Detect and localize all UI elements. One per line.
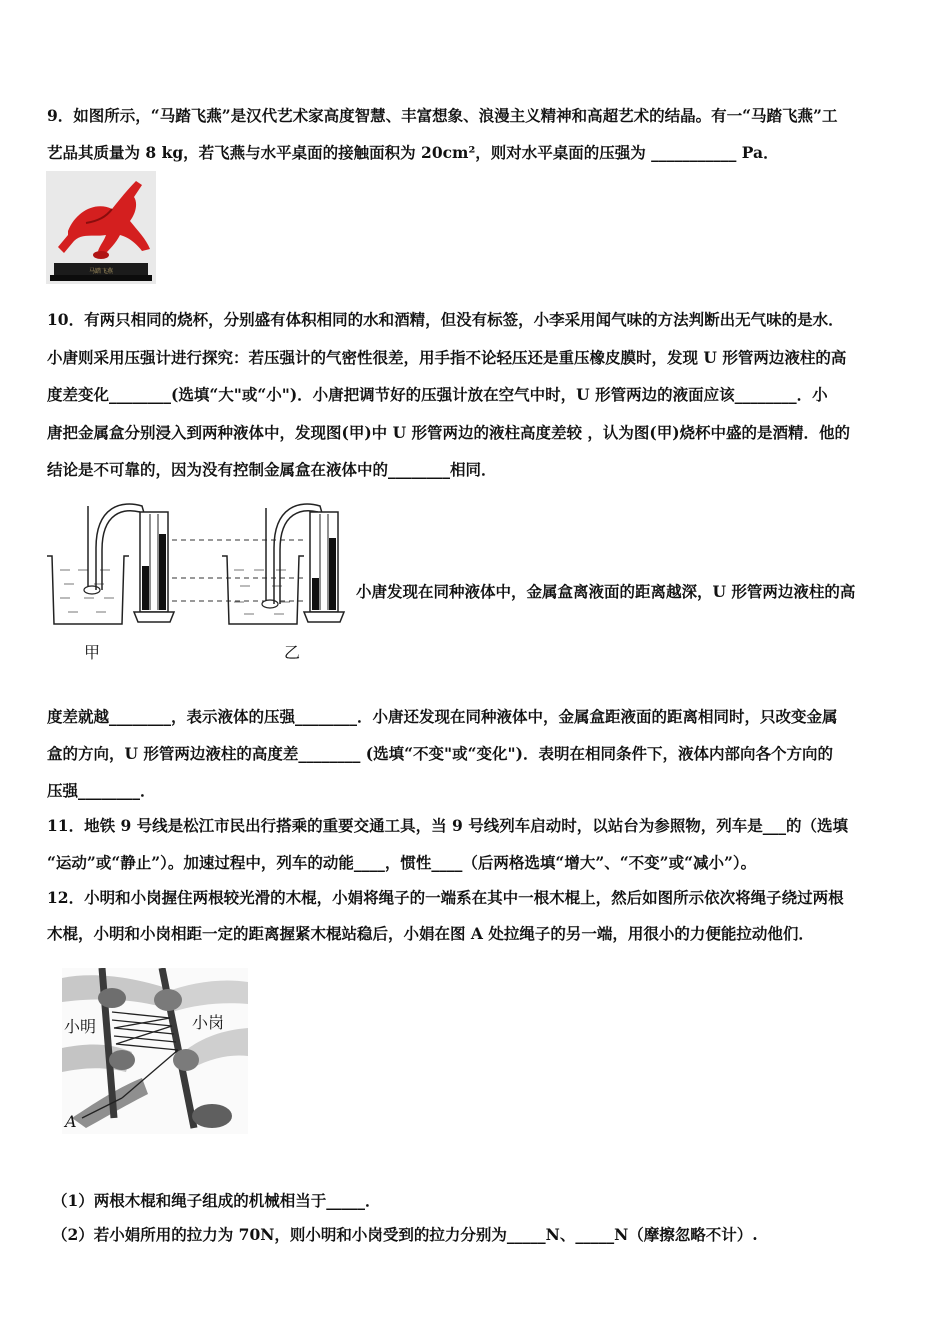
q10-side-text: 小唐发现在同种液体中，金属盒离液面的距离越深，U 形管两边液柱的高: [356, 582, 856, 601]
plaque-text: 马踏飞燕: [88, 268, 114, 275]
label-point-a: A: [65, 1112, 77, 1131]
q10-line-4: 唐把金属盒分别浸入到两种液体中，发现图(甲)中 U 形管两边的液柱高度差较 ，认为图(甲)烧杯中盛的是酒精．他的: [47, 423, 851, 442]
q11-line-1: 11．地铁 9 号线是松江市民出行搭乘的重要交通工具，当 9 号线列车启动时，以站台为参照物，列车是___的（选填: [47, 816, 848, 835]
figure-label-jia: 甲: [84, 643, 101, 662]
q12-sub-1: （1）两根木棍和绳子组成的机械相当于_____．: [52, 1191, 381, 1210]
rope-sticks-photo: [62, 968, 248, 1134]
pressure-gauge-figure: [44, 498, 349, 668]
q9-line-1: 9．如图所示，“马踏飞燕”是汉代艺术家高度智慧、丰富想象、浪漫主义精神和高超艺术的结晶。有一“马踏飞燕”工: [47, 106, 838, 125]
q10-line-7: 盒的方向，U 形管两边液柱的高度差________ (选填“不变"或“变化")．表明在相同条件下，液体内部向各个方向的: [47, 744, 833, 763]
figure-label-yi: 乙: [284, 643, 301, 662]
q10-line-5: 结论是不可靠的，因为没有控制金属盒在液体中的________相同．: [47, 460, 497, 479]
q12-sub-2: （2）若小娟所用的拉力为 70N，则小明和小岗受到的拉力分别为_____N、_____N（摩擦忽略不计）.: [52, 1225, 758, 1244]
q10-line-1: 10．有两只相同的烧杯，分别盛有体积相同的水和酒精，但没有标签，小李采用闻气味的方法判断出无气味的是水．: [47, 310, 844, 329]
q12-line-2: 木棍，小明和小岗相距一定的距离握紧木棍站稳后，小娟在图 A 处拉绳子的另一端，用很小的力便能拉动他们．: [47, 924, 814, 943]
label-xiaogang: 小岗: [192, 1013, 225, 1032]
q10-line-2: 小唐则采用压强计进行探究：若压强计的气密性很差，用手指不论轻压还是重压橡皮膜时，发现 U 形管两边液柱的高: [47, 348, 847, 367]
horse-photo: [46, 171, 156, 284]
q12-line-1: 12．小明和小岗握住两根较光滑的木棍，小娟将绳子的一端系在其中一根木棍上，然后如图所示依次将绳子绕过两根: [47, 888, 844, 907]
q11-line-2: “运动”或“静止”）。加速过程中，列车的动能____，惯性____（后两格选填“增大”、“不变”或“减小”）。: [47, 853, 757, 872]
q10-line-3: 度差变化________(选填“大"或“小")．小唐把调节好的压强计放在空气中时，U 形管两边的液面应该________．小: [47, 385, 828, 404]
q10-line-6: 度差就越________，表示液体的压强________．小唐还发现在同种液体中，金属盒距液面的距离相同时，只改变金属: [47, 707, 838, 726]
q10-line-8: 压强________．: [47, 781, 156, 800]
label-xiaoming: 小明: [64, 1017, 97, 1036]
q9-line-2: 艺品其质量为 8 kg，若飞燕与水平桌面的接触面积为 20cm²，则对水平桌面的压强为 ___________ Pa．: [47, 143, 779, 162]
